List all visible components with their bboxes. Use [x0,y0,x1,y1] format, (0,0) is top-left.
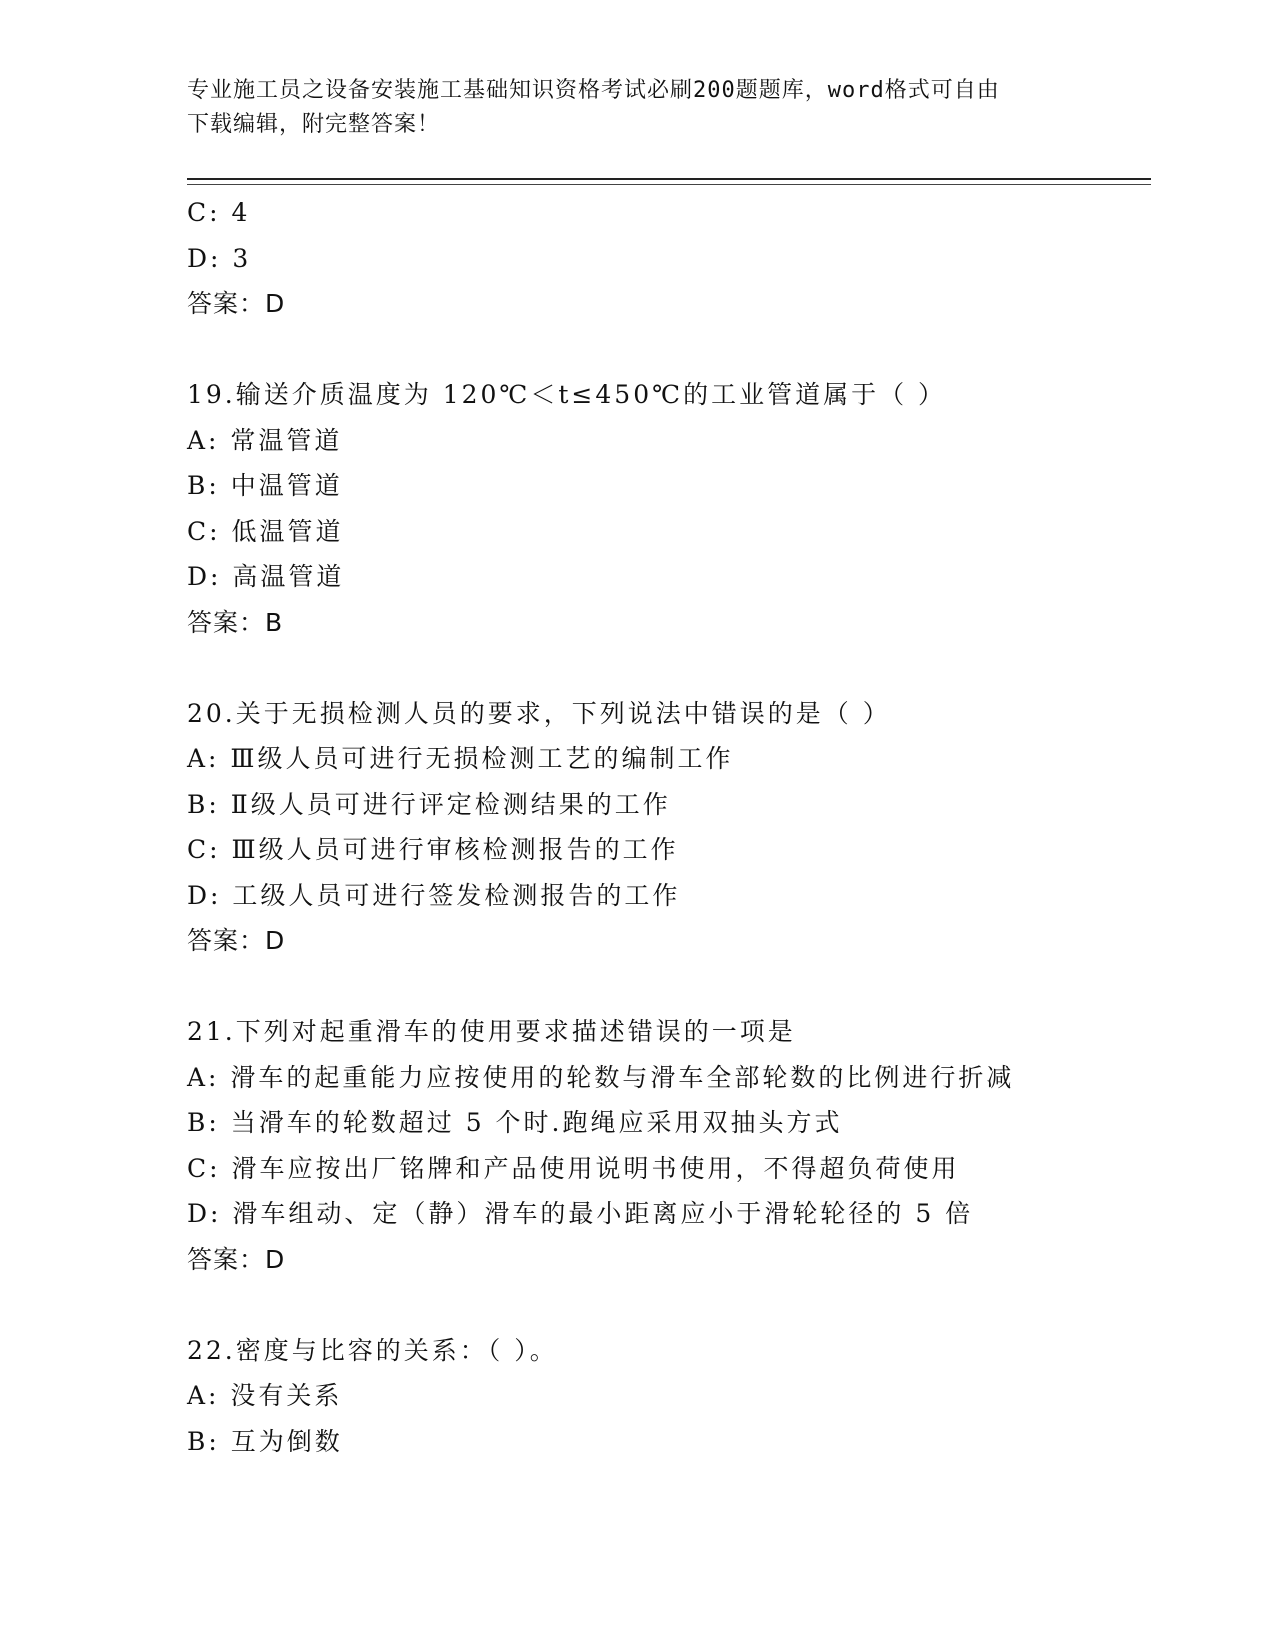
spacer [187,964,1147,1010]
option-b: B: 中温管道 [187,471,343,500]
option-d: D: 3 [187,243,252,273]
question-list [187,190,1147,1464]
option-d: D: 滑车组动、定（静）滑车的最小距离应小于滑轮轮径的 5 倍 [187,1199,974,1228]
question-block-22 [187,1328,1147,1465]
question-block-20 [187,691,1147,964]
spacer [187,645,1147,691]
answer-line: 答案：D [187,1244,286,1274]
question-stem: 22.密度与比容的关系：（ ）。 [187,1335,558,1365]
question-block-previous [187,190,1147,327]
header-rule-thick [187,178,1151,180]
option-c: C: 滑车应按出厂铭牌和产品使用说明书使用，不得超负荷使用 [187,1153,960,1183]
option-a: A: 没有关系 [187,1381,343,1410]
answer-line: 答案：B [187,607,284,637]
option-c: C: Ⅲ级人员可进行审核检测报告的工作 [187,835,679,864]
question-stem: 20.关于无损检测人员的要求，下列说法中错误的是（ ） [187,698,891,728]
header-title-line-1: 专业施工员之设备安装施工基础知识资格考试必刷200题题库，word格式可自由 [187,78,1000,103]
document-header [187,74,1087,142]
option-b: B: Ⅱ级人员可进行评定检测结果的工作 [187,789,671,819]
question-block-21 [187,1009,1147,1282]
option-a: A: 滑车的起重能力应按使用的轮数与滑车全部轮数的比例进行折减 [187,1062,1015,1092]
question-stem: 21.下列对起重滑车的使用要求描述错误的一项是 [187,1017,796,1046]
option-c: C: 4 [187,198,251,227]
question-stem: 19.输送介质温度为 120℃＜t≤450℃的工业管道属于（ ） [187,380,947,409]
option-d: D: 工级人员可进行签发检测报告的工作 [187,880,681,910]
option-c: C: 低温管道 [187,516,344,546]
option-d: D: 高温管道 [187,562,345,591]
option-a: A: 常温管道 [187,425,343,455]
answer-line: 答案：D [187,926,286,955]
header-title-line-2: 下载编辑，附完整答案！ [187,112,441,137]
answer-line: 答案：D [187,289,286,318]
option-b: B: 互为倒数 [187,1426,343,1456]
spacer [187,1282,1147,1328]
header-rule-thin [187,184,1151,185]
spacer [187,327,1147,373]
question-block-19 [187,372,1147,645]
option-a: A: Ⅲ级人员可进行无损检测工艺的编制工作 [187,744,734,773]
option-b: B: 当滑车的轮数超过 5 个时.跑绳应采用双抽头方式 [187,1108,843,1137]
